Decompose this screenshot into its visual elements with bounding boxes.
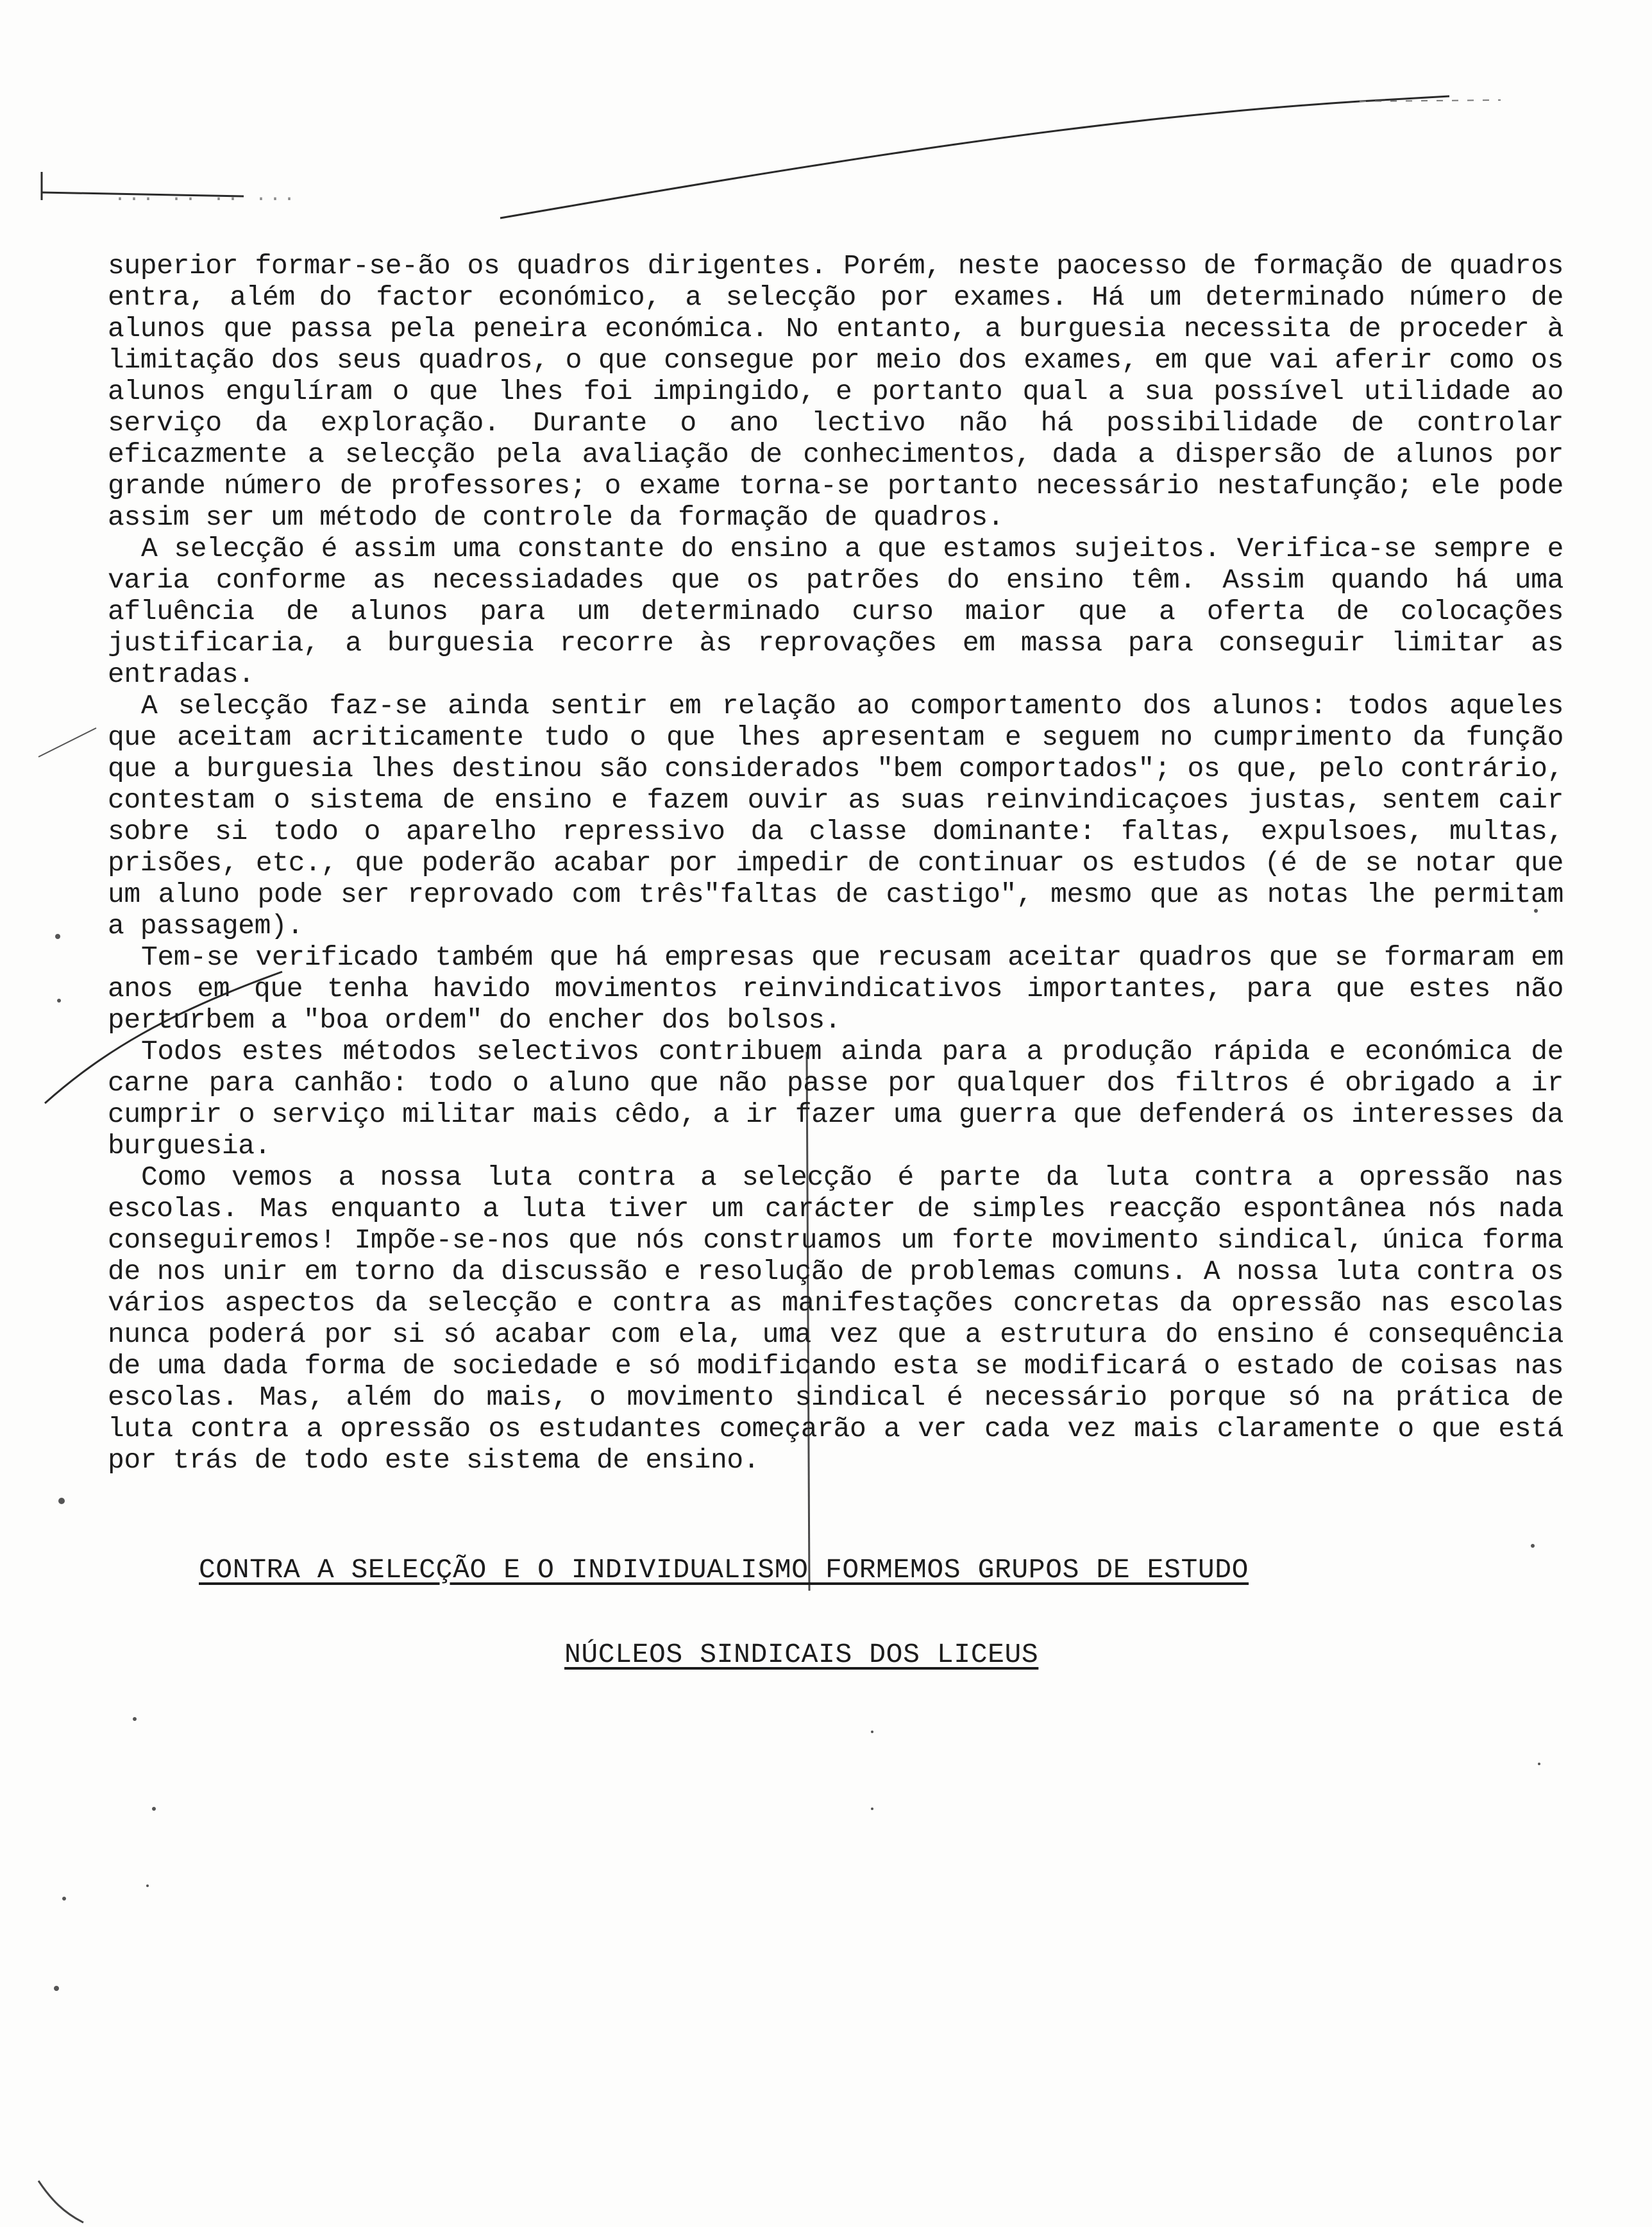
paragraph-2: A selecção é assim uma constante do ensino a que estamos sujeitos. Verifica-se sempre e varia conforme as necessiadades que os patrões do ensino têm. Assim quando há uma afluência de alunos para um determinado curso maior que a oferta de colocações justificaria, a burguesia recorre às reprovações em massa para conseguir limitar as entradas.: [108, 533, 1564, 690]
paragraph-1: superior formar-se-ão os quadros dirigentes. Porém, neste paocesso de formação de quadros entra, além do factor económico, a selecção por exames. Há um determinado número de alunos que passa pela peneira económica. No entanto, a burguesia necessita de proceder à limitação dos seus quadros, o que consegue por meio dos exames, em que vai aferir como os alunos engulíram o que lhes foi impingido, e portanto qual a sua possível utilidade ao serviço da exploração. Durante o ano lectivo não há possibilidade de controlar eficazmente a selecção pela avaliação de conhecimentos, dada a dispersão de alunos por grande número de professores; o exame torna-se portanto necessário nestafunção; ele pode assim ser um método de controle da formação de quadros.: [108, 250, 1564, 533]
paragraph-3: A selecção faz-se ainda sentir em relação ao comportamento dos alunos: todos aqueles que aceitam acriticamente tudo o que lhes apresentam e seguem no cumprimento da função que a burguesia lhes destinou são considerados "bem comportados"; os que, pelo contrário, contestam o sistema de ensino e fazem ouvir as suas reinvindicaçoes justas, sentem cair sobre si todo o aparelho repressivo da classe dominante: faltas, expulsoes, multas, prisões, etc., que poderão acabar por impedir de continuar os estudos (é de se notar que um aluno pode ser reprovado com três"faltas de castigo", mesmo que as notas lhe permitam a passagem).: [108, 690, 1564, 942]
corner-curl: [38, 2181, 83, 2223]
signature: NÚCLEOS SINDICAIS DOS LICEUS: [564, 1639, 1039, 1670]
closing-slogan: CONTRA A SELECÇÃO E O INDIVIDUALISMO FORMEMOS GRUPOS DE ESTUDO: [199, 1554, 1249, 1586]
margin-slash-stroke-2: [38, 728, 96, 757]
paragraph-4: Tem-se verificado também que há empresas que recusam aceitar quadros que se formaram em anos em que tenha havido movimentos reinvindicativos importantes, para que estes não perturbem a "boa ordem" do encher dos bolsos.: [108, 942, 1564, 1036]
paragraph-6: Como vemos a nossa luta contra a selecção é parte da luta contra a opressão nas escolas. Mas enquanto a luta tiver um carácter de simples reacção espontânea nós nada conseguiremos! Impõe-se-nos que nós construamos um forte movimento sindical, única forma de nos unir em torno da discussão e resolução de problemas comuns. A nossa luta contra os vários aspectos da selecção e contra as manifestações concretas da opressão nas escolas nunca poderá por si só acabar com ela, uma vez que a estrutura do ensino é consequência de uma dada forma de sociedade e só modificando esta se modificará o estado de coisas nas escolas. Mas, além do mais, o movimento sindical é necessário porque só na prática de luta contra a opressão os estudantes começarão a ver cada vez mais claramente o que está por trás de todo este sistema de ensino.: [108, 1162, 1564, 1476]
header-mark: ··· ·· ·· ···: [114, 189, 298, 210]
body-text: [108, 250, 1564, 1476]
top-pen-stroke-right: [500, 96, 1449, 218]
paragraph-5: Todos estes métodos selectivos contribuem ainda para a produção rápida e económica de carne para canhão: todo o aluno que não passe por qualquer dos filtros é obrigado a ir cumprir o serviço militar mais cêdo, a ir fazer uma guerra que defenderá os interesses da burguesia.: [108, 1036, 1564, 1162]
